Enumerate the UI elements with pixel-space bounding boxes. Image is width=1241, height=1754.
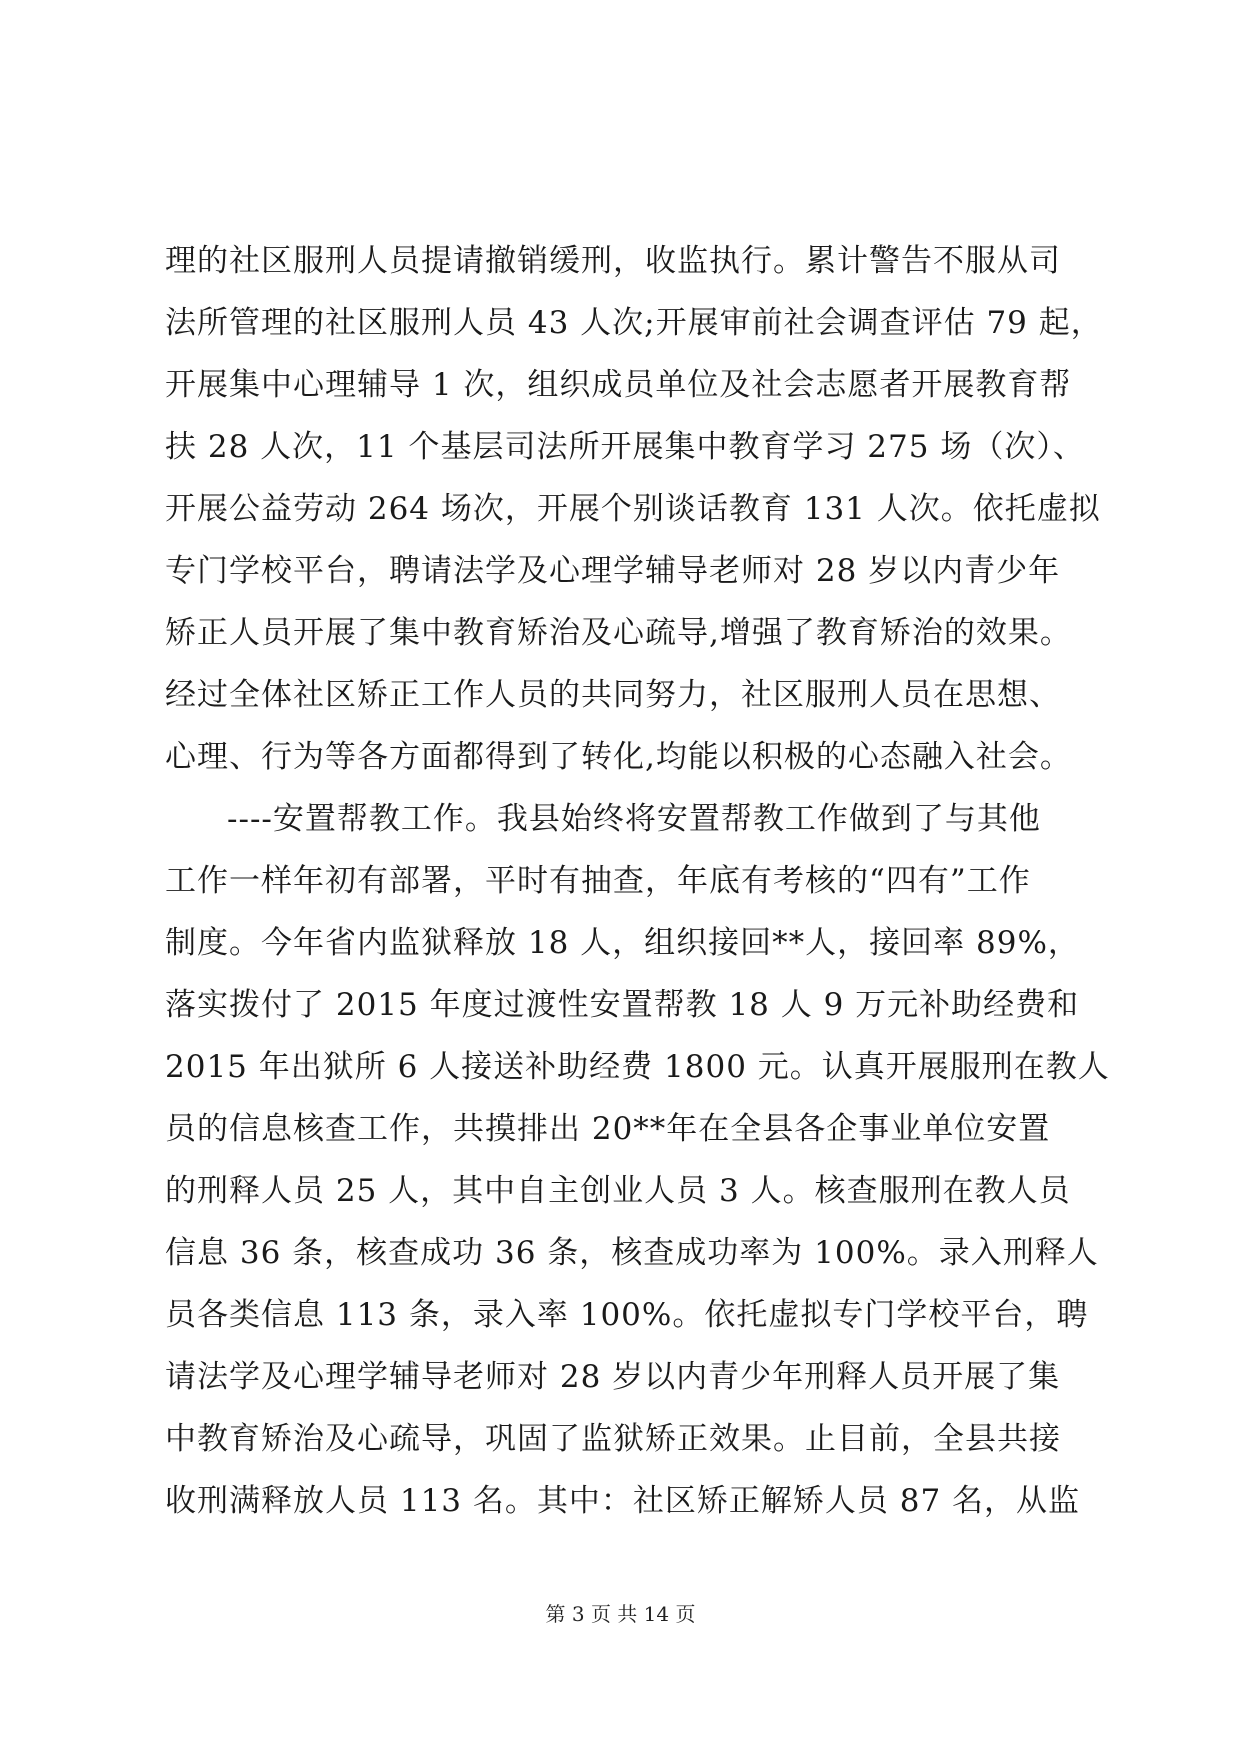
text-line: 专门学校平台，聘请法学及心理学辅导老师对 28 岁以内青少年 <box>165 553 1061 589</box>
paragraph-start-line: ----安置帮教工作。我县始终将安置帮教工作做到了与其他 <box>227 801 1041 837</box>
text-line: 制度。今年省内监狱释放 18 人，组织接回**人，接回率 89%， <box>165 925 1080 961</box>
text-line: 心理、行为等各方面都得到了转化,均能以积极的心态融入社会。 <box>165 739 1072 775</box>
text-line: 2015 年出狱所 6 人接送补助经费 1800 元。认真开展服刑在教人 <box>165 1049 1110 1085</box>
text-line: 矫正人员开展了集中教育矫治及心疏导,增强了教育矫治的效果。 <box>165 615 1072 651</box>
text-line: 开展公益劳动 264 场次，开展个别谈话教育 131 人次。依托虚拟 <box>165 491 1101 527</box>
text-line: 开展集中心理辅导 1 次，组织成员单位及社会志愿者开展教育帮 <box>165 367 1072 403</box>
text-line: 工作一样年初有部署，平时有抽查，年底有考核的“四有”工作 <box>165 863 1031 899</box>
text-line: 理的社区服刑人员提请撤销缓刑，收监执行。累计警告不服从司 <box>165 243 1061 279</box>
text-line: 经过全体社区矫正工作人员的共同努力，社区服刑人员在思想、 <box>165 677 1061 713</box>
text-line: 员各类信息 113 条，录入率 100%。依托虚拟专门学校平台，聘 <box>165 1297 1089 1333</box>
text-line: 的刑释人员 25 人，其中自主创业人员 3 人。核查服刑在教人员 <box>165 1173 1071 1209</box>
body-text <box>165 230 1110 1532</box>
page-footer: 第 3 页 共 14 页 <box>545 1602 696 1626</box>
text-line: 落实拨付了 2015 年度过渡性安置帮教 18 人 9 万元补助经费和 <box>165 987 1080 1023</box>
text-line: 请法学及心理学辅导老师对 28 岁以内青少年刑释人员开展了集 <box>165 1359 1061 1395</box>
text-line: 信息 36 条，核查成功 36 条，核查成功率为 100%。录入刑释人 <box>165 1235 1099 1271</box>
text-line: 员的信息核查工作，共摸排出 20**年在全县各企事业单位安置 <box>165 1111 1051 1147</box>
text-line: 扶 28 人次，11 个基层司法所开展集中教育学习 275 场（次）、 <box>165 429 1085 465</box>
text-line: 法所管理的社区服刑人员 43 人次;开展审前社会调查评估 79 起， <box>165 305 1103 341</box>
text-line: 收刑满释放人员 113 名。其中：社区矫正解矫人员 87 名，从监 <box>165 1483 1081 1519</box>
text-line: 中教育矫治及心疏导，巩固了监狱矫正效果。止目前，全县共接 <box>165 1421 1061 1457</box>
